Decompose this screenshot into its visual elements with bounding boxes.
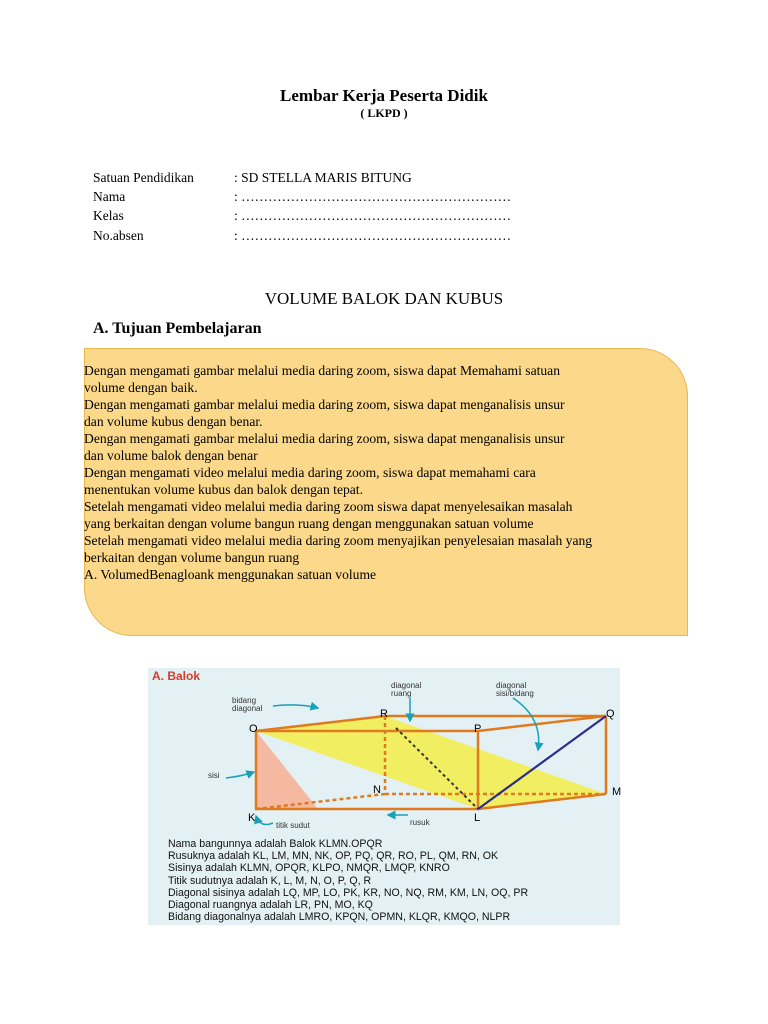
label-titik-sudut: titik sudut (276, 821, 310, 830)
info-value-name: : …………………………………………………… (234, 189, 512, 204)
objective-line: Setelah mengamati video melalui media daring zoom siswa dapat menyelesaikan masalah (84, 499, 573, 514)
info-label-class: Kelas (93, 208, 124, 223)
objective-line: yang berkaitan dengan volume bangun ruang dengan menggunakan satuan volume (84, 516, 534, 531)
objective-line: volume dengan baik. (84, 380, 198, 395)
label-rusuk: rusuk (410, 818, 430, 827)
figure-info-line: Sisinya adalah KLMN, OPQR, KLPO, NMQR, LMQP, KNRO (168, 862, 450, 875)
label-sisi: sisi (208, 771, 220, 780)
figure-info-line: Rusuknya adalah KL, LM, MN, NK, OP, PQ, QR, RO, PL, QM, RN, OK (168, 850, 499, 863)
figure-title: A. Balok (152, 669, 201, 683)
objective-line: Dengan mengamati gambar melalui media daring zoom, siswa dapat Memahami satuan (84, 363, 561, 378)
objectives-text (84, 362, 694, 583)
figure-info-lines (168, 838, 528, 923)
objective-line: Setelah mengamati video melalui media daring zoom menyajikan penyelesaian masalah yang (84, 533, 593, 548)
info-value-class: : …………………………………………………… (234, 208, 512, 223)
objective-line: dan volume kubus dengan benar. (84, 414, 263, 429)
objective-line: menentukan volume kubus dan balok dengan tepat. (84, 482, 363, 497)
vertex-label-l: L (474, 812, 481, 824)
vertex-label-m: M (612, 786, 622, 798)
subsection-title: A. Tujuan Pembelajaran (93, 320, 262, 337)
vertex-label-r: R (380, 708, 388, 720)
info-value-school: : SD STELLA MARIS BITUNG (234, 170, 412, 185)
objective-line: Dengan mengamati gambar melalui media daring zoom, siswa dapat menganalisis unsur (84, 431, 565, 446)
figure-info-line: Bidang diagonalnya adalah LMRO, KPQN, OPMN, KLQR, KMQO, NLPR (168, 911, 511, 924)
vertex-label-k: K (248, 812, 256, 824)
page-title: Lembar Kerja Peserta Didik (280, 86, 488, 105)
section-title: VOLUME BALOK DAN KUBUS (264, 289, 504, 308)
figure-info-line: Nama bangunnya adalah Balok KLMN.OPQR (168, 838, 383, 850)
vertex-label-p: P (474, 723, 482, 735)
label-bidang-diagonal: bidang diagonal (232, 696, 263, 713)
info-label-absen: No.absen (93, 228, 144, 243)
objective-line: A. VolumedBenagloank menggunakan satuan volume (84, 567, 377, 582)
info-label-name: Nama (93, 189, 126, 204)
label-diagonal-sisi: diagonal sisi/bidang (496, 681, 534, 698)
objective-line: dan volume balok dengan benar (84, 448, 258, 463)
page-subtitle: ( LKPD ) (360, 106, 408, 120)
cuboid-figure (148, 668, 620, 925)
vertex-label-o: O (249, 723, 258, 735)
figure-info-line: Diagonal ruangnya adalah LR, PN, MO, KQ (168, 899, 373, 912)
label-diagonal-ruang: diagonal ruang (391, 681, 422, 698)
info-label-school: Satuan Pendidikan (93, 170, 194, 185)
objective-line: Dengan mengamati video melalui media daring zoom, siswa dapat memahami cara (84, 465, 536, 480)
figure-info-line: Diagonal sisinya adalah LQ, MP, LO, PK, KR, NO, NQ, RM, KM, LN, OQ, PR (168, 886, 529, 899)
vertex-label-q: Q (606, 708, 615, 720)
figure-info-line: Titik sudutnya adalah K, L, M, N, O, P, Q, R (168, 874, 372, 887)
objective-line: Dengan mengamati gambar melalui media daring zoom, siswa dapat menganalisis unsur (84, 397, 565, 412)
objective-line: berkaitan dengan volume bangun ruang (84, 550, 300, 565)
info-value-absen: : …………………………………………………… (234, 228, 512, 243)
vertex-label-n: N (373, 784, 381, 796)
